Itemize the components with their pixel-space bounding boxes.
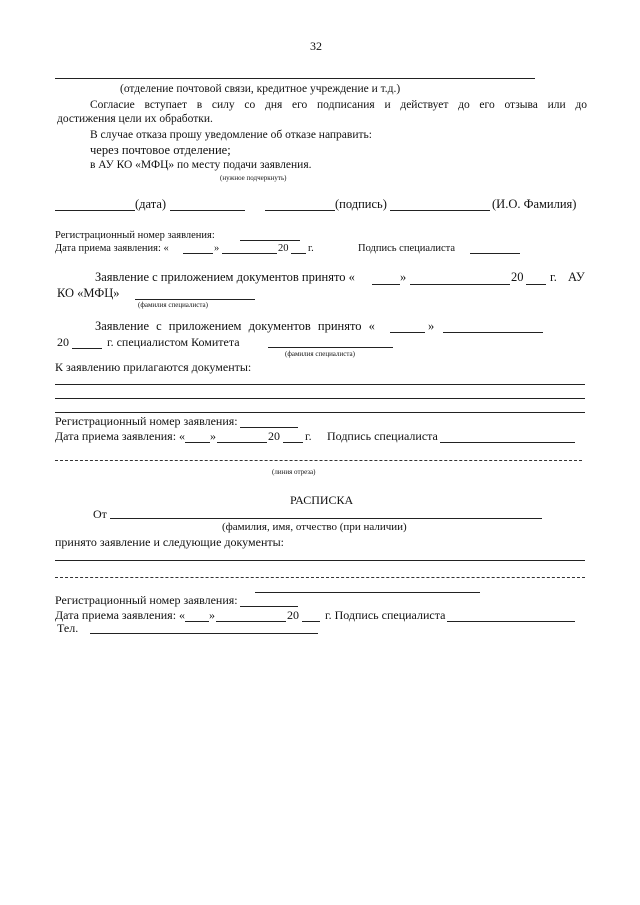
block4-year-line	[283, 442, 303, 443]
block2-org-start: АУ	[568, 270, 585, 284]
receipt-specialist-line	[447, 621, 575, 622]
block1-date-label: Дата приема заявления: «	[55, 243, 169, 254]
block4-day-line	[185, 442, 210, 443]
block3-day-line	[390, 332, 425, 333]
institution-caption: (отделение почтовой связи, кредитное учреждение и т.д.)	[120, 83, 401, 95]
consent-text-line2: достижения цели их обработки.	[57, 113, 213, 125]
block2-specialist-line	[135, 299, 255, 300]
receipt-phone-label: Тел.	[57, 621, 79, 635]
block1-specialist-line	[470, 253, 520, 254]
block2-quote-close: »	[400, 270, 407, 284]
block3-year-prefix: 20	[57, 335, 69, 349]
block4-month-line	[217, 442, 267, 443]
receipt-title: РАСПИСКА	[290, 493, 354, 507]
block4-reg-number-label: Регистрационный номер заявления:	[55, 414, 238, 428]
receipt-docs-line-1	[55, 560, 585, 561]
block2-year-prefix: 20	[511, 270, 524, 284]
block1-specialist-signature: Подпись специалиста	[358, 243, 456, 254]
option-mfc: в АУ КО «МФЦ» по месту подачи заявления.	[90, 159, 312, 171]
block1-year-prefix: 20	[278, 243, 289, 254]
receipt-fio-caption: (фамилия, имя, отчество (при наличии)	[222, 521, 407, 533]
block2-org-line2: КО «МФЦ»	[57, 286, 120, 300]
block3-committee: г. специалистом Комитета	[107, 335, 240, 349]
receipt-month-line	[216, 621, 286, 622]
signature-caption: (подпись)	[335, 197, 387, 211]
consent-text-line1: Согласие вступает в силу со дня его подписания и действует до его отзыва или до	[90, 99, 587, 111]
block2-year-line	[526, 284, 546, 285]
attachments-line-3	[55, 412, 585, 413]
underline-hint: (нужное подчеркнуть)	[220, 174, 287, 182]
block4-specialist-signature: Подпись специалиста	[327, 429, 438, 443]
cut-line	[55, 460, 582, 461]
receipt-docs-line-2	[55, 577, 585, 578]
block4-reg-number-line	[240, 427, 298, 428]
block4-specialist-line	[440, 442, 575, 443]
receipt-accepted: принято заявление и следующие документы:	[55, 535, 285, 549]
date-line-left	[55, 210, 135, 211]
attachments-line-2	[55, 398, 585, 399]
block1-quote-close: »	[214, 243, 220, 254]
receipt-day-line	[185, 621, 209, 622]
receipt-reg-number-line	[240, 606, 298, 607]
block1-reg-number-label: Регистрационный номер заявления:	[55, 230, 215, 241]
attachments-label: К заявлению прилагаются документы:	[55, 360, 252, 374]
receipt-from-line	[110, 518, 542, 519]
block2-specialist-caption: (фамилия специалиста)	[138, 301, 208, 309]
block3-text: Заявление с приложением документов принято «	[95, 319, 375, 333]
receipt-year-line	[302, 621, 320, 622]
receipt-specialist-signature: г. Подпись специалиста	[325, 608, 446, 622]
signature-line	[265, 210, 335, 211]
page-number: 32	[310, 39, 322, 53]
receipt-reg-number-label: Регистрационный номер заявления:	[55, 593, 238, 607]
block2-year-suffix: г.	[550, 270, 557, 284]
receipt-year-prefix: 20	[287, 608, 299, 622]
block4-year-prefix: 20	[268, 429, 280, 443]
receipt-docs-line-3	[255, 592, 480, 593]
block1-reg-number-line	[240, 240, 300, 241]
cut-line-caption: (линия отреза)	[272, 468, 316, 476]
name-line	[390, 210, 490, 211]
date-line-right	[170, 210, 245, 211]
name-caption: (И.О. Фамилия)	[492, 197, 577, 211]
block3-year-line	[72, 348, 102, 349]
block4-year-suffix: г.	[305, 429, 312, 443]
receipt-phone-line	[90, 633, 318, 634]
block3-specialist-caption: (фамилия специалиста)	[285, 350, 355, 358]
block2-month-line	[410, 284, 510, 285]
attachments-line-1	[55, 384, 585, 385]
block1-day-line	[183, 253, 213, 254]
receipt-quote-close: »	[209, 608, 215, 622]
block4-quote-close: »	[210, 429, 216, 443]
receipt-from-label: От	[93, 507, 107, 521]
refusal-intro: В случае отказа прошу уведомление об отказе направить:	[90, 129, 372, 141]
receipt-date-label: Дата приема заявления: «	[55, 608, 186, 622]
block3-quote-close: »	[428, 319, 435, 333]
option-post: через почтовое отделение;	[90, 143, 231, 157]
block2-text: Заявление с приложением документов принято «	[95, 270, 355, 284]
block3-month-line	[443, 332, 543, 333]
block1-year-suffix: г.	[308, 243, 314, 254]
block1-year-line	[291, 253, 306, 254]
block4-date-label: Дата приема заявления: «	[55, 429, 186, 443]
date-caption: (дата)	[135, 197, 167, 211]
institution-field-line	[55, 78, 535, 79]
block3-specialist-line	[268, 347, 393, 348]
block2-day-line	[372, 284, 400, 285]
block1-month-line	[222, 253, 277, 254]
